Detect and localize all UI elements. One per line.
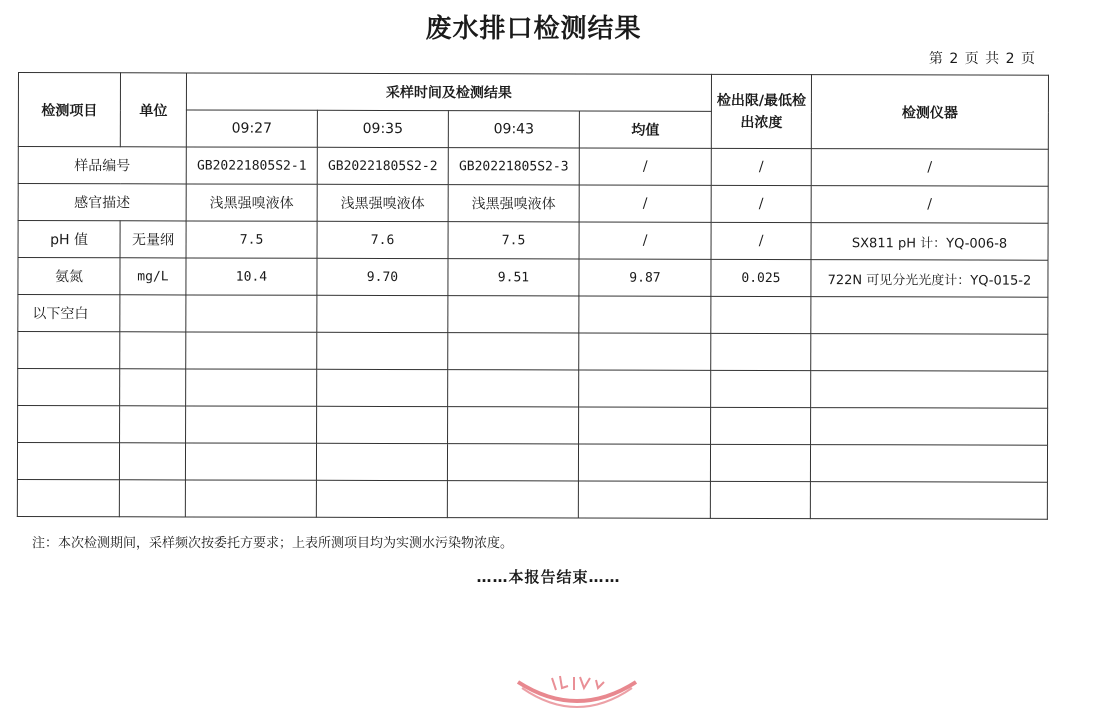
blank-cell xyxy=(316,443,447,480)
cell-value: 浅黑强嗅液体 xyxy=(186,184,317,221)
header-time-2: 09:35 xyxy=(317,110,448,147)
table-row xyxy=(18,295,1048,335)
blank-cell xyxy=(710,444,810,481)
footnote: 注：本次检测期间，采样频次按委托方要求；上表所测项目均为实测水污染物浓度。 xyxy=(32,536,514,551)
table-row xyxy=(18,147,1048,187)
header-unit: 单位 xyxy=(120,73,186,147)
blank-cell xyxy=(447,481,578,518)
header-time-3: 09:43 xyxy=(448,111,579,148)
blank-cell xyxy=(578,444,710,481)
results-table xyxy=(17,72,1049,520)
blank-cell xyxy=(317,369,448,406)
cell-value: 浅黑强嗅液体 xyxy=(317,184,448,221)
cell-limit: / xyxy=(711,222,811,259)
cell-instrument xyxy=(811,297,1048,335)
blank-cell xyxy=(579,407,711,444)
end-of-report-mark: ……本报告结束…… xyxy=(476,568,621,586)
blank-row xyxy=(17,479,1047,519)
blank-cell xyxy=(448,407,579,444)
blank-cell xyxy=(185,443,316,480)
row-item-label: 样品编号 xyxy=(18,147,186,184)
blank-cell xyxy=(18,369,120,406)
blank-cell xyxy=(316,480,447,517)
cell-instrument: 722N 可见分光光度计：YQ-015-2 xyxy=(811,260,1048,298)
header-detection-limit: 检出限/最低检出浓度 xyxy=(711,74,811,148)
blank-cell xyxy=(811,408,1048,446)
page-number: 第 2 页 共 2 页 xyxy=(928,51,1035,67)
table-row xyxy=(18,184,1048,224)
blank-cell xyxy=(17,443,119,480)
blank-cell xyxy=(448,370,579,407)
cell-value: 7.6 xyxy=(317,221,448,258)
blank-cell xyxy=(711,370,811,407)
red-seal-stamp xyxy=(512,668,642,714)
cell-value: 9.51 xyxy=(448,259,579,296)
table-row xyxy=(18,221,1048,261)
blank-cell xyxy=(447,444,578,481)
blank-cell xyxy=(119,443,185,480)
blank-row xyxy=(18,332,1048,372)
blank-row xyxy=(18,369,1048,409)
row-unit: 无量纲 xyxy=(120,221,186,258)
cell-average xyxy=(579,296,711,333)
cell-value: 7.5 xyxy=(186,221,317,258)
blank-row xyxy=(17,443,1047,483)
cell-instrument: / xyxy=(811,149,1048,187)
report-title: 废水排口检测结果 xyxy=(425,14,642,44)
cell-average: / xyxy=(579,148,711,185)
blank-cell xyxy=(711,407,811,444)
cell-value: 10.4 xyxy=(186,258,317,295)
cell-limit: 0.025 xyxy=(711,259,811,296)
blank-cell xyxy=(710,481,810,518)
blank-cell xyxy=(811,371,1048,409)
header-item: 检测项目 xyxy=(18,73,120,147)
cell-value xyxy=(317,295,448,332)
cell-value: GB20221805S2-1 xyxy=(186,147,317,184)
blank-cell xyxy=(120,332,186,369)
blank-cell xyxy=(186,332,317,369)
blank-cell xyxy=(579,370,711,407)
blank-cell xyxy=(317,332,448,369)
row-item-label: 氨氮 xyxy=(18,258,120,295)
blank-cell xyxy=(317,406,448,443)
blank-cell xyxy=(810,482,1047,520)
blank-cell xyxy=(578,481,710,518)
blank-cell xyxy=(185,480,316,517)
blank-cell xyxy=(119,480,185,517)
cell-instrument: / xyxy=(811,186,1048,224)
table-row xyxy=(18,258,1048,298)
cell-limit: / xyxy=(711,148,811,185)
blank-cell xyxy=(579,333,711,370)
row-item-label: pH 值 xyxy=(18,221,120,258)
cell-value: GB20221805S2-3 xyxy=(448,148,579,185)
header-row-1 xyxy=(18,73,1048,113)
cell-value: 7.5 xyxy=(448,222,579,259)
blank-cell xyxy=(811,334,1048,372)
blank-cell xyxy=(120,369,186,406)
cell-average: / xyxy=(579,222,711,259)
cell-value xyxy=(448,296,579,333)
header-average: 均值 xyxy=(579,111,711,148)
cell-limit xyxy=(711,296,811,333)
cell-average: / xyxy=(579,185,711,222)
row-unit: mg/L xyxy=(120,258,186,295)
header-time-1: 09:27 xyxy=(186,110,317,147)
results-table-container xyxy=(17,72,1048,520)
stamp-graphic xyxy=(512,668,642,714)
blank-cell xyxy=(186,406,317,443)
blank-cell xyxy=(448,333,579,370)
cell-limit: / xyxy=(711,185,811,222)
cell-instrument: SX811 pH 计：YQ-006-8 xyxy=(811,223,1048,261)
cell-average: 9.87 xyxy=(579,259,711,296)
blank-cell xyxy=(711,333,811,370)
row-unit xyxy=(120,295,186,332)
blank-cell xyxy=(186,369,317,406)
header-instrument: 检测仪器 xyxy=(811,75,1048,150)
cell-value: 浅黑强嗅液体 xyxy=(448,185,579,222)
cell-value xyxy=(186,295,317,332)
cell-value: GB20221805S2-2 xyxy=(317,147,448,184)
blank-cell xyxy=(18,332,120,369)
header-sampling-group: 采样时间及检测结果 xyxy=(186,73,711,111)
blank-cell xyxy=(810,445,1047,483)
row-item-label: 感官描述 xyxy=(18,184,186,221)
blank-cell xyxy=(18,406,120,443)
cell-value: 9.70 xyxy=(317,258,448,295)
blank-cell xyxy=(120,406,186,443)
blank-cell xyxy=(17,479,119,516)
blank-row xyxy=(18,406,1048,446)
row-item-label: 以下空白 xyxy=(18,295,120,332)
